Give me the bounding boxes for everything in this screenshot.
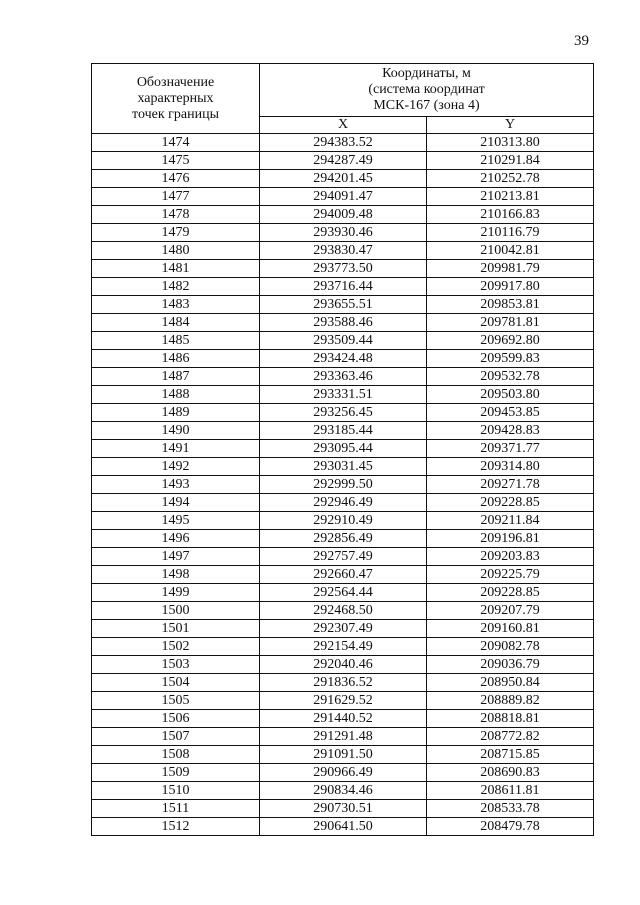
table-row	[92, 134, 594, 152]
table-row	[92, 818, 594, 836]
cell-y: 208950.84	[427, 674, 594, 692]
table-row	[92, 710, 594, 728]
header-y: Y	[427, 117, 594, 134]
cell-x: 290641.50	[260, 818, 427, 836]
cell-y: 209532.78	[427, 368, 594, 386]
cell-point: 1502	[92, 638, 260, 656]
cell-point: 1510	[92, 782, 260, 800]
cell-x: 294009.48	[260, 206, 427, 224]
cell-y: 210213.81	[427, 188, 594, 206]
cell-y: 209203.83	[427, 548, 594, 566]
cell-point: 1505	[92, 692, 260, 710]
cell-y: 209453.85	[427, 404, 594, 422]
cell-point: 1485	[92, 332, 260, 350]
cell-point: 1495	[92, 512, 260, 530]
cell-point: 1487	[92, 368, 260, 386]
cell-point: 1507	[92, 728, 260, 746]
cell-y: 209225.79	[427, 566, 594, 584]
cell-x: 292660.47	[260, 566, 427, 584]
cell-point: 1474	[92, 134, 260, 152]
table-row	[92, 800, 594, 818]
table-row	[92, 494, 594, 512]
table-row	[92, 440, 594, 458]
table-row	[92, 170, 594, 188]
page-number: 39	[574, 33, 589, 49]
table-row	[92, 260, 594, 278]
cell-x: 292856.49	[260, 530, 427, 548]
cell-x: 292910.49	[260, 512, 427, 530]
cell-point: 1489	[92, 404, 260, 422]
cell-point: 1496	[92, 530, 260, 548]
cell-y: 209917.80	[427, 278, 594, 296]
table-row	[92, 674, 594, 692]
table-row	[92, 476, 594, 494]
cell-x: 293256.45	[260, 404, 427, 422]
cell-y: 208889.82	[427, 692, 594, 710]
cell-x: 291836.52	[260, 674, 427, 692]
table-row	[92, 728, 594, 746]
table-row	[92, 206, 594, 224]
cell-y: 208533.78	[427, 800, 594, 818]
header-coordinates-label: Координаты, м (система координат МСК-167 (зона 4)	[368, 66, 485, 113]
cell-y: 209428.83	[427, 422, 594, 440]
cell-x: 293095.44	[260, 440, 427, 458]
cell-point: 1501	[92, 620, 260, 638]
cell-y: 209503.80	[427, 386, 594, 404]
table-row	[92, 656, 594, 674]
cell-x: 290966.49	[260, 764, 427, 782]
coordinates-table	[91, 63, 594, 836]
cell-x: 292307.49	[260, 620, 427, 638]
cell-x: 293331.51	[260, 386, 427, 404]
cell-y: 209692.80	[427, 332, 594, 350]
table-row	[92, 350, 594, 368]
table-row	[92, 422, 594, 440]
cell-point: 1497	[92, 548, 260, 566]
cell-y: 209160.81	[427, 620, 594, 638]
cell-y: 210116.79	[427, 224, 594, 242]
cell-point: 1476	[92, 170, 260, 188]
cell-x: 291440.52	[260, 710, 427, 728]
table-row	[92, 764, 594, 782]
cell-point: 1490	[92, 422, 260, 440]
cell-y: 209196.81	[427, 530, 594, 548]
cell-point: 1477	[92, 188, 260, 206]
table-row	[92, 602, 594, 620]
cell-x: 293830.47	[260, 242, 427, 260]
cell-x: 294383.52	[260, 134, 427, 152]
cell-x: 294201.45	[260, 170, 427, 188]
cell-x: 294287.49	[260, 152, 427, 170]
table-row	[92, 152, 594, 170]
cell-x: 293773.50	[260, 260, 427, 278]
cell-x: 293716.44	[260, 278, 427, 296]
cell-x: 292757.49	[260, 548, 427, 566]
cell-y: 210042.81	[427, 242, 594, 260]
table-row	[92, 278, 594, 296]
table-row	[92, 782, 594, 800]
cell-point: 1483	[92, 296, 260, 314]
cell-y: 209082.78	[427, 638, 594, 656]
cell-point: 1503	[92, 656, 260, 674]
cell-x: 293588.46	[260, 314, 427, 332]
table-row	[92, 314, 594, 332]
cell-x: 293509.44	[260, 332, 427, 350]
cell-point: 1508	[92, 746, 260, 764]
cell-point: 1479	[92, 224, 260, 242]
cell-y: 209781.81	[427, 314, 594, 332]
cell-y: 209228.85	[427, 494, 594, 512]
cell-point: 1481	[92, 260, 260, 278]
table-row	[92, 242, 594, 260]
cell-y: 208715.85	[427, 746, 594, 764]
table-row	[92, 530, 594, 548]
cell-y: 209853.81	[427, 296, 594, 314]
cell-x: 293031.45	[260, 458, 427, 476]
table-row	[92, 386, 594, 404]
cell-x: 293930.46	[260, 224, 427, 242]
cell-point: 1475	[92, 152, 260, 170]
cell-point: 1486	[92, 350, 260, 368]
header-point-designation	[92, 64, 260, 134]
header-x: X	[260, 117, 427, 134]
cell-y: 209981.79	[427, 260, 594, 278]
table-row	[92, 584, 594, 602]
cell-y: 209599.83	[427, 350, 594, 368]
cell-y: 210313.80	[427, 134, 594, 152]
cell-x: 292946.49	[260, 494, 427, 512]
cell-y: 209371.77	[427, 440, 594, 458]
table-row	[92, 458, 594, 476]
cell-point: 1478	[92, 206, 260, 224]
cell-x: 290834.46	[260, 782, 427, 800]
cell-x: 293185.44	[260, 422, 427, 440]
cell-x: 290730.51	[260, 800, 427, 818]
cell-y: 210291.84	[427, 152, 594, 170]
cell-y: 208690.83	[427, 764, 594, 782]
cell-point: 1512	[92, 818, 260, 836]
cell-y: 210166.83	[427, 206, 594, 224]
cell-x: 291091.50	[260, 746, 427, 764]
header-coordinates	[260, 64, 594, 117]
cell-point: 1484	[92, 314, 260, 332]
cell-y: 210252.78	[427, 170, 594, 188]
table-row	[92, 332, 594, 350]
cell-x: 292999.50	[260, 476, 427, 494]
cell-point: 1506	[92, 710, 260, 728]
table-row	[92, 638, 594, 656]
cell-x: 292564.44	[260, 584, 427, 602]
table-row	[92, 566, 594, 584]
table-row	[92, 296, 594, 314]
cell-y: 209036.79	[427, 656, 594, 674]
cell-point: 1482	[92, 278, 260, 296]
cell-point: 1509	[92, 764, 260, 782]
cell-point: 1480	[92, 242, 260, 260]
cell-x: 293655.51	[260, 296, 427, 314]
cell-point: 1504	[92, 674, 260, 692]
cell-point: 1500	[92, 602, 260, 620]
cell-y: 209271.78	[427, 476, 594, 494]
table-row	[92, 692, 594, 710]
cell-y: 208479.78	[427, 818, 594, 836]
cell-point: 1491	[92, 440, 260, 458]
cell-point: 1488	[92, 386, 260, 404]
cell-x: 291291.48	[260, 728, 427, 746]
cell-x: 292040.46	[260, 656, 427, 674]
cell-x: 291629.52	[260, 692, 427, 710]
cell-point: 1494	[92, 494, 260, 512]
cell-x: 293424.48	[260, 350, 427, 368]
cell-y: 209228.85	[427, 584, 594, 602]
cell-y: 209211.84	[427, 512, 594, 530]
table-row	[92, 620, 594, 638]
cell-x: 294091.47	[260, 188, 427, 206]
cell-y: 208772.82	[427, 728, 594, 746]
cell-y: 208611.81	[427, 782, 594, 800]
cell-y: 209314.80	[427, 458, 594, 476]
table-row	[92, 368, 594, 386]
cell-point: 1499	[92, 584, 260, 602]
table-row	[92, 548, 594, 566]
header-point-label: Обозначение характерных точек границы	[132, 74, 219, 122]
cell-x: 292468.50	[260, 602, 427, 620]
cell-point: 1493	[92, 476, 260, 494]
table-row	[92, 512, 594, 530]
cell-point: 1511	[92, 800, 260, 818]
table-row	[92, 188, 594, 206]
cell-x: 293363.46	[260, 368, 427, 386]
cell-point: 1498	[92, 566, 260, 584]
table-row	[92, 224, 594, 242]
cell-y: 209207.79	[427, 602, 594, 620]
table-row	[92, 404, 594, 422]
table-body	[92, 134, 594, 836]
table-row	[92, 746, 594, 764]
cell-point: 1492	[92, 458, 260, 476]
cell-x: 292154.49	[260, 638, 427, 656]
cell-y: 208818.81	[427, 710, 594, 728]
